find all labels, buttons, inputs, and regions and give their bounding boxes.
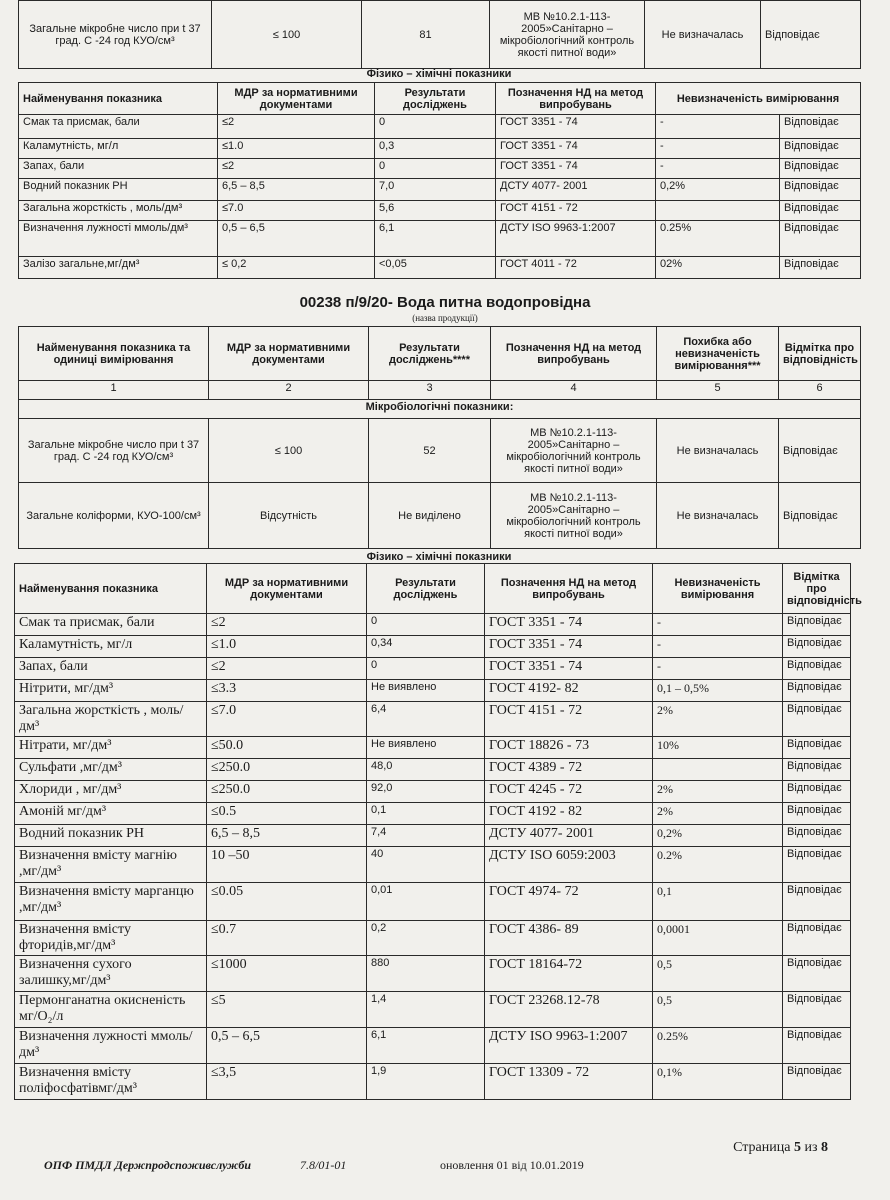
page-footer (0, 1140, 890, 1180)
indicator-name: Пермонганатна окисненість мг/О₂/л (15, 992, 207, 1028)
method-value: ДСТУ ISO 6059:2003 (485, 847, 653, 883)
mdr-value: ≤3.3 (207, 680, 367, 702)
table-row (15, 883, 851, 921)
table-row (15, 737, 851, 759)
indicator-name: Визначення лужності ммоль/дм³ (15, 1028, 207, 1064)
method-value: ГОСТ 4011 - 72 (496, 257, 656, 279)
uncertainty-value: 2% (653, 702, 783, 737)
result-value: 0,2 (367, 921, 485, 956)
page-word: Страница (733, 1140, 791, 1155)
indicator-name: Нітрити, мг/дм³ (15, 680, 207, 702)
indicator-name: Водний показник РН (15, 825, 207, 847)
column-number: 2 (209, 381, 369, 400)
result-value: 0,01 (367, 883, 485, 921)
method-value: ГОСТ 18164-72 (485, 956, 653, 992)
compliance-mark: Відповідає (783, 759, 851, 781)
table-row (15, 759, 851, 781)
mdr-value: 0,5 – 6,5 (207, 1028, 367, 1064)
result-value: 92,0 (367, 781, 485, 803)
method-value: ГОСТ 3351 - 74 (496, 115, 656, 139)
method-value: МВ №10.2.1-113-2005»Санітарно – мікробіологічний контроль якості питної води» (491, 419, 657, 483)
result-value: 7,0 (375, 179, 496, 201)
header-cell: Результати досліджень (367, 564, 485, 614)
header-cell: Відмітка про відповідність (783, 564, 851, 614)
compliance-mark: Відповідає (783, 1064, 851, 1100)
uncertainty-value: 0,5 (653, 992, 783, 1028)
table-header-row (15, 564, 851, 614)
column-number: 5 (657, 381, 779, 400)
result-value: Не виявлено (367, 737, 485, 759)
compliance-mark: Відповідає (783, 883, 851, 921)
result-value: 6,1 (375, 221, 496, 257)
method-value: ГОСТ 3351 - 74 (485, 636, 653, 658)
method-value: ДСТУ ISO 9963-1:2007 (485, 1028, 653, 1064)
indicator-name: Визначення вмісту фторидів,мг/дм³ (15, 921, 207, 956)
uncertainty-value: Не визначалась (657, 419, 779, 483)
table-row (15, 1064, 851, 1100)
mdr-value: 0,5 – 6,5 (218, 221, 375, 257)
indicator-name: Смак та присмак, бали (19, 115, 218, 139)
uncertainty-value: 0,0001 (653, 921, 783, 956)
compliance-mark: Відповідає (779, 419, 861, 483)
indicator-name: Запах, бали (15, 658, 207, 680)
section-row (19, 400, 861, 419)
header-cell: Невизначеність вимірювання (653, 564, 783, 614)
compliance-mark: Відповідає (783, 1028, 851, 1064)
table-row (19, 139, 861, 159)
indicator-name: Нітрати, мг/дм³ (15, 737, 207, 759)
indicator-name: Визначення сухого залишку,мг/дм³ (15, 956, 207, 992)
indicator-name: Визначення вмісту магнію ,мг/дм³ (15, 847, 207, 883)
method-value: ГОСТ 18826 - 73 (485, 737, 653, 759)
page-total: 8 (821, 1140, 828, 1155)
table-row (15, 825, 851, 847)
table-row (19, 115, 861, 139)
mdr-value: ≤2 (207, 614, 367, 636)
compliance-mark: Відповідає (780, 139, 861, 159)
indicator-name: Запах, бали (19, 159, 218, 179)
table-row (15, 921, 851, 956)
table-row (15, 680, 851, 702)
result-value: Не виділено (369, 483, 491, 549)
physchem-table (14, 563, 862, 1100)
uncertainty-value: 2% (653, 803, 783, 825)
indicator-name: Каламутність, мг/л (19, 139, 218, 159)
table-row (15, 956, 851, 992)
result-value: 0 (367, 658, 485, 680)
header-cell: Невизначеність вимірювання (656, 83, 861, 115)
uncertainty-value: 0,2% (653, 825, 783, 847)
method-value: ГОСТ 4974- 72 (485, 883, 653, 921)
result-value: 1,4 (367, 992, 485, 1028)
method-value: ГОСТ 4192- 82 (485, 680, 653, 702)
result-value: 81 (362, 1, 490, 69)
table-row (19, 1, 861, 69)
indicator-name: Загальна жорсткість , моль/дм³ (19, 201, 218, 221)
compliance-mark: Відповідає (783, 636, 851, 658)
compliance-mark: Відповідає (780, 179, 861, 201)
mdr-value: 6,5 – 8,5 (218, 179, 375, 201)
uncertainty-value: 0.25% (653, 1028, 783, 1064)
uncertainty-value: 0.25% (656, 221, 780, 257)
result-value: 6,4 (367, 702, 485, 737)
method-value: ДСТУ 4077- 2001 (496, 179, 656, 201)
mdr-value: ≤0.7 (207, 921, 367, 956)
uncertainty-value: 10% (653, 737, 783, 759)
table-row (15, 781, 851, 803)
table-row (15, 1028, 851, 1064)
table-row (15, 614, 851, 636)
indicator-name: Загальне коліформи, КУО-100/см³ (19, 483, 209, 549)
result-value: 0 (375, 159, 496, 179)
table-header-row (19, 83, 861, 115)
uncertainty-value: - (653, 636, 783, 658)
compliance-mark: Відповідає (783, 737, 851, 759)
indicator-name: Визначення вмісту марганцю ,мг/дм³ (15, 883, 207, 921)
compliance-mark: Відповідає (783, 781, 851, 803)
indicator-name: Загальна жорсткість , моль/дм³ (15, 702, 207, 737)
result-value: <0,05 (375, 257, 496, 279)
uncertainty-value: - (653, 658, 783, 680)
method-value: ГОСТ 4245 - 72 (485, 781, 653, 803)
result-value: 0 (375, 115, 496, 139)
compliance-mark: Відповідає (780, 201, 861, 221)
method-value: ГОСТ 4151 - 72 (496, 201, 656, 221)
mdr-value: ≤3,5 (207, 1064, 367, 1100)
column-number: 3 (369, 381, 491, 400)
uncertainty-value: 0.2% (653, 847, 783, 883)
compliance-mark: Відповідає (783, 847, 851, 883)
method-value: ГОСТ 4151 - 72 (485, 702, 653, 737)
uncertainty-value: 0,1 – 0,5% (653, 680, 783, 702)
table-row (19, 419, 861, 483)
header-cell: Позначення НД на метод випробувань (485, 564, 653, 614)
indicator-name: Амоній мг/дм³ (15, 803, 207, 825)
header-cell: Позначення НД на метод випробувань (496, 83, 656, 115)
compliance-mark: Відповідає (783, 825, 851, 847)
method-value: ГОСТ 4389 - 72 (485, 759, 653, 781)
indicator-name: Загальне мікробне число при t 37 град. С -24 год КУО/см³ (19, 419, 209, 483)
header-cell: Найменування показника (19, 83, 218, 115)
compliance-mark: Відповідає (783, 992, 851, 1028)
mdr-value: ≤1.0 (218, 139, 375, 159)
result-value: 40 (367, 847, 485, 883)
uncertainty-value: - (656, 115, 780, 139)
page-number: 5 (793, 1140, 801, 1155)
method-value: ГОСТ 4386- 89 (485, 921, 653, 956)
compliance-mark: Відповідає (783, 803, 851, 825)
section-title: Мікробіологічні показники: (19, 400, 861, 419)
compliance-mark: Відповідає (780, 159, 861, 179)
uncertainty-value: 02% (656, 257, 780, 279)
mdr-value: ≤2 (218, 159, 375, 179)
compliance-mark: Відповідає (783, 921, 851, 956)
mdr-value: ≤250.0 (207, 759, 367, 781)
mdr-value: ≤ 100 (212, 1, 362, 69)
indicator-name: Визначення вмісту поліфосфатівмг/дм³ (15, 1064, 207, 1100)
indicator-name: Каламутність, мг/л (15, 636, 207, 658)
method-value: ГОСТ 3351 - 74 (496, 139, 656, 159)
compliance-mark: Відповідає (783, 680, 851, 702)
column-number: 1 (19, 381, 209, 400)
table-header-row (19, 327, 861, 381)
header-cell: Похибка або невизначеність вимірювання*** (657, 327, 779, 381)
result-value: 1,9 (367, 1064, 485, 1100)
table-row (15, 636, 851, 658)
uncertainty-value (656, 201, 780, 221)
table-row (19, 257, 861, 279)
microbiology-table (18, 326, 861, 549)
mdr-value: Відсутність (209, 483, 369, 549)
uncertainty-value: 0,2% (656, 179, 780, 201)
result-value: 0,1 (367, 803, 485, 825)
mdr-value: ≤0.05 (207, 883, 367, 921)
table-row (19, 159, 861, 179)
compliance-mark: Відповідає (783, 956, 851, 992)
result-value: 0,3 (375, 139, 496, 159)
uncertainty-value: Не визначалась (645, 1, 761, 69)
table-row (19, 179, 861, 201)
header-cell: Результати досліджень**** (369, 327, 491, 381)
mdr-value: ≤50.0 (207, 737, 367, 759)
method-value: ДСТУ ISO 9963-1:2007 (496, 221, 656, 257)
mdr-value: ≤2 (207, 658, 367, 680)
compliance-mark: Відповідає (780, 221, 861, 257)
page-of: из (804, 1140, 818, 1155)
footer-update: оновлення 01 від 10.01.2019 (440, 1158, 584, 1172)
section-title: Фізико – хімічні показники (366, 68, 512, 80)
table-row (19, 483, 861, 549)
uncertainty-value: - (656, 139, 780, 159)
mdr-value: ≤7.0 (218, 201, 375, 221)
mdr-value: ≤ 100 (209, 419, 369, 483)
uncertainty-value: 0,1% (653, 1064, 783, 1100)
compliance-mark: Відповідає (783, 702, 851, 737)
table-row (15, 702, 851, 737)
table-row (15, 992, 851, 1028)
result-value: 52 (369, 419, 491, 483)
result-value: 7,4 (367, 825, 485, 847)
footer-org: ОПФ ПМДЛ Держпродспоживслужби (44, 1158, 252, 1172)
footer-code: 7.8/01-01 (300, 1158, 347, 1172)
table-row (15, 847, 851, 883)
method-value: МВ №10.2.1-113-2005»Санітарно – мікробіологічний контроль якості питної води» (490, 1, 645, 69)
result-value: 6,1 (367, 1028, 485, 1064)
product-title: 00238 п/9/20- Вода питна водопровідна (299, 294, 591, 311)
compliance-mark: Відповідає (779, 483, 861, 549)
compliance-mark: Відповідає (783, 658, 851, 680)
column-number-row (19, 381, 861, 400)
result-value: Не виявлено (367, 680, 485, 702)
header-cell: Результати досліджень (375, 83, 496, 115)
mdr-value: ≤2 (218, 115, 375, 139)
result-value: 48,0 (367, 759, 485, 781)
method-value: ГОСТ 3351 - 74 (485, 614, 653, 636)
method-value: МВ №10.2.1-113-2005»Санітарно – мікробіологічний контроль якості питної води» (491, 483, 657, 549)
uncertainty-value: - (653, 614, 783, 636)
section-title: Фізико – хімічні показники (366, 551, 512, 563)
mdr-value: ≤1.0 (207, 636, 367, 658)
indicator-name: Сульфати ,мг/дм³ (15, 759, 207, 781)
indicator-name: Хлориди , мг/дм³ (15, 781, 207, 803)
header-cell: МДР за нормативними документами (207, 564, 367, 614)
mdr-value: ≤250.0 (207, 781, 367, 803)
result-value: 0,34 (367, 636, 485, 658)
top-micro-table (18, 0, 861, 69)
indicator-name: Визначення лужності ммоль/дм³ (19, 221, 218, 257)
uncertainty-value (653, 759, 783, 781)
method-value: ГОСТ 23268.12-78 (485, 992, 653, 1028)
header-cell: МДР за нормативними документами (209, 327, 369, 381)
table-row (19, 221, 861, 257)
method-value: ДСТУ 4077- 2001 (485, 825, 653, 847)
mdr-value: ≤ 0,2 (218, 257, 375, 279)
header-cell: Відмітка про відповідність (779, 327, 861, 381)
method-value: ГОСТ 3351 - 74 (485, 658, 653, 680)
table-row (15, 803, 851, 825)
uncertainty-value: - (656, 159, 780, 179)
indicator-name: Смак та присмак, бали (15, 614, 207, 636)
uncertainty-value: Не визначалась (657, 483, 779, 549)
indicator-name: Загальне мікробне число при t 37 град. С -24 год КУО/см³ (19, 1, 212, 69)
uncertainty-value: 0,5 (653, 956, 783, 992)
column-number: 6 (779, 381, 861, 400)
table-row (15, 658, 851, 680)
mdr-value: ≤5 (207, 992, 367, 1028)
compliance-mark: Відповідає (780, 115, 861, 139)
mdr-value: ≤1000 (207, 956, 367, 992)
product-subtitle: (назва продукції) (412, 313, 478, 323)
result-value: 5,6 (375, 201, 496, 221)
compliance-mark: Відповідає (783, 614, 851, 636)
header-cell: МДР за нормативними документами (218, 83, 375, 115)
mdr-value: ≤0.5 (207, 803, 367, 825)
uncertainty-value: 2% (653, 781, 783, 803)
indicator-name: Залізо загальне,мг/дм³ (19, 257, 218, 279)
uncertainty-value: 0,1 (653, 883, 783, 921)
result-value: 880 (367, 956, 485, 992)
header-cell: Позначення НД на метод випробувань (491, 327, 657, 381)
column-number: 4 (491, 381, 657, 400)
result-value: 0 (367, 614, 485, 636)
page-counter (733, 1140, 828, 1156)
indicator-name: Водний показник РН (19, 179, 218, 201)
header-cell: Найменування показника (15, 564, 207, 614)
mdr-value: 10 –50 (207, 847, 367, 883)
method-value: ГОСТ 4192 - 82 (485, 803, 653, 825)
method-value: ГОСТ 13309 - 72 (485, 1064, 653, 1100)
mdr-value: 6,5 – 8,5 (207, 825, 367, 847)
compliance-mark: Відповідає (761, 1, 861, 69)
mdr-value: ≤7.0 (207, 702, 367, 737)
header-cell: Найменування показника та одиниці вимірювання (19, 327, 209, 381)
method-value: ГОСТ 3351 - 74 (496, 159, 656, 179)
top-physchem-table (18, 82, 861, 279)
compliance-mark: Відповідає (780, 257, 861, 279)
table-row (19, 201, 861, 221)
